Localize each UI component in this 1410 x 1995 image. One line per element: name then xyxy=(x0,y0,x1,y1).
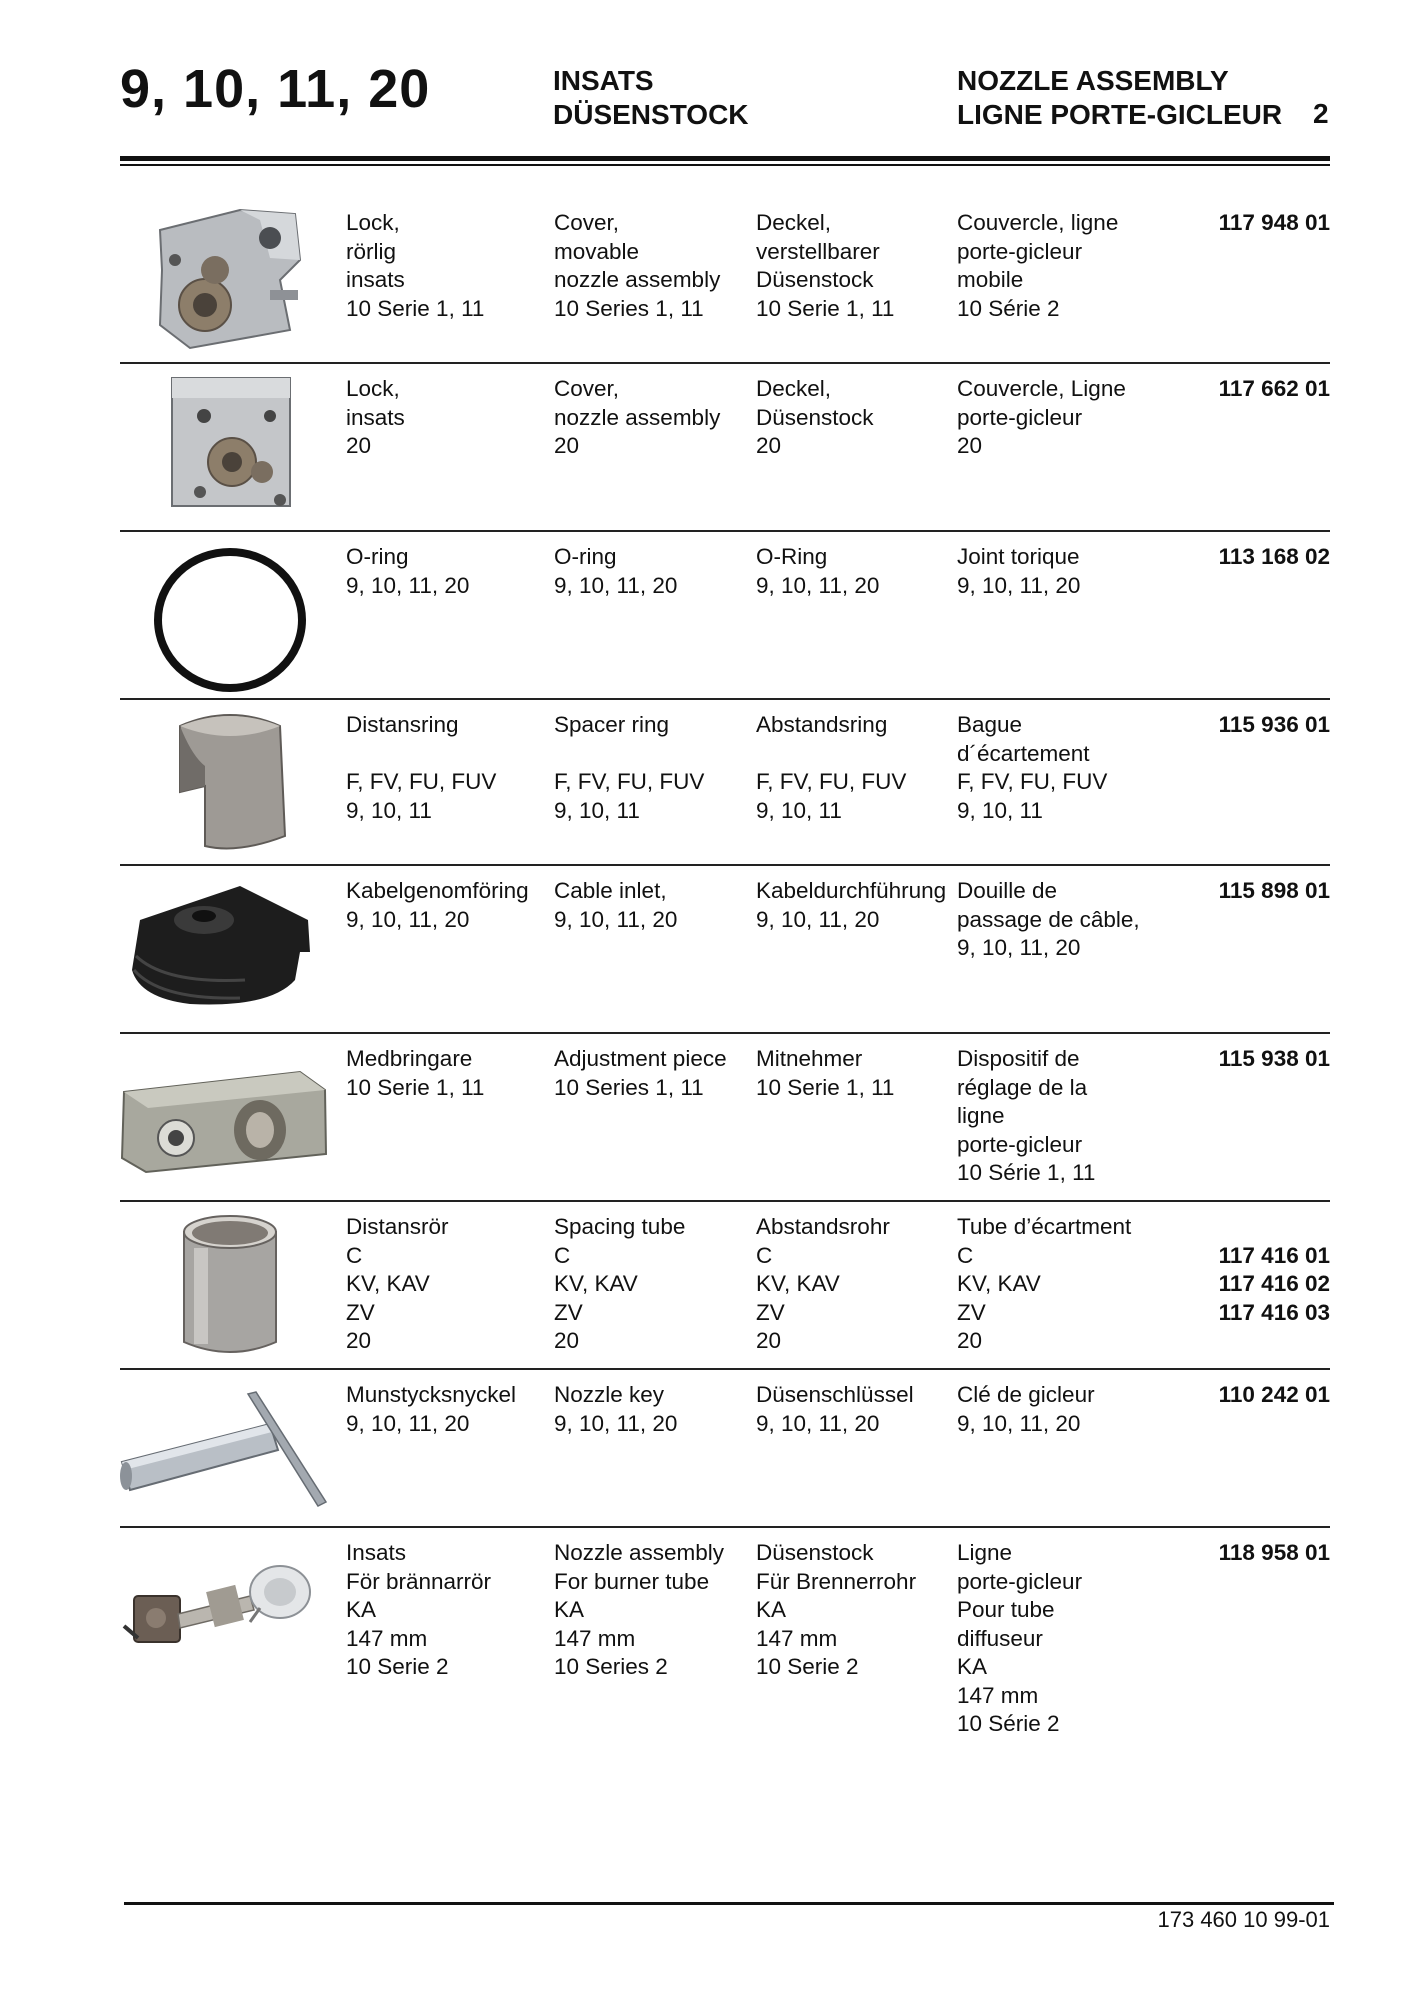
title-fr: LIGNE PORTE-GICLEUR xyxy=(957,99,1283,130)
lock-housing-icon xyxy=(120,200,330,360)
desc-de: Kabeldurchführung 9, 10, 11, 20 xyxy=(756,878,947,932)
desc-de: Mitnehmer 10 Serie 1, 11 xyxy=(756,1046,895,1100)
desc-sv: Distansrör C KV, KAV ZV 20 xyxy=(346,1214,449,1353)
desc-sv: Munstycksnyckel 9, 10, 11, 20 xyxy=(346,1382,517,1436)
row-divider xyxy=(120,864,1330,866)
desc-de: Düsenstock Für Brennerrohr KA 147 mm 10 Serie 2 xyxy=(756,1540,917,1679)
desc-fr: Clé de gicleur 9, 10, 11, 20 xyxy=(957,1382,1095,1436)
desc-de: Abstandsring F, FV, FU, FUV 9, 10, 11 xyxy=(756,712,907,823)
part-number: 110 242 01 xyxy=(1218,1382,1330,1407)
row-divider xyxy=(120,1526,1330,1528)
desc-de: Deckel, Düsenstock 20 xyxy=(756,376,874,458)
footer-rule xyxy=(124,1902,1334,1905)
desc-en: Nozzle key 9, 10, 11, 20 xyxy=(554,1382,678,1436)
row-divider xyxy=(120,530,1330,532)
cable-grommet-icon xyxy=(120,880,330,1020)
desc-fr: Couvercle, ligne porte-gicleur mobile 10 Série 2 xyxy=(957,210,1119,321)
row-divider xyxy=(120,362,1330,364)
desc-fr: Tube d’écartment C KV, KAV ZV 20 xyxy=(957,1214,1132,1353)
page-number: 2 xyxy=(1313,98,1329,129)
part-number: 113 168 02 xyxy=(1218,544,1330,569)
row-divider xyxy=(120,1200,1330,1202)
desc-en: Nozzle assembly For burner tube KA 147 mm 10 Series 2 xyxy=(554,1540,725,1679)
desc-sv: Kabelgenomföring 9, 10, 11, 20 xyxy=(346,878,529,932)
desc-de: O-Ring 9, 10, 11, 20 xyxy=(756,544,880,598)
row-divider xyxy=(120,1032,1330,1034)
row-divider xyxy=(120,698,1330,700)
document-number: 173 460 10 99-01 xyxy=(1157,1907,1330,1932)
desc-sv: Lock, insats 20 xyxy=(346,376,405,458)
spacer-ring-icon xyxy=(120,706,330,856)
desc-sv: Medbringare 10 Serie 1, 11 xyxy=(346,1046,485,1100)
desc-fr: Douille de passage de câble, 9, 10, 11, 20 xyxy=(957,878,1140,960)
desc-en: Spacer ring F, FV, FU, FUV 9, 10, 11 xyxy=(554,712,705,823)
nozzle-key-icon xyxy=(120,1390,330,1510)
desc-fr: Bague d´écartement F, FV, FU, FUV 9, 10, 11 xyxy=(957,712,1108,823)
part-number: 115 936 01 xyxy=(1218,712,1330,737)
desc-sv: Lock, rörlig insats 10 Serie 1, 11 xyxy=(346,210,485,321)
o-ring-icon xyxy=(120,538,330,698)
desc-de: Abstandsrohr C KV, KAV ZV 20 xyxy=(756,1214,890,1353)
desc-fr: Couvercle, Ligne porte-gicleur 20 xyxy=(957,376,1126,458)
desc-de: Düsenschlüssel 9, 10, 11, 20 xyxy=(756,1382,914,1436)
part-number: 118 958 01 xyxy=(1218,1540,1330,1565)
desc-sv: Distansring F, FV, FU, FUV 9, 10, 11 xyxy=(346,712,497,823)
desc-fr: Dispositif de réglage de la ligne porte-gicleur 10 Série 1, 11 xyxy=(957,1046,1096,1185)
part-number: 115 898 01 xyxy=(1218,878,1330,903)
desc-en: Cable inlet, 9, 10, 11, 20 xyxy=(554,878,678,932)
title-en: NOZZLE ASSEMBLY xyxy=(957,65,1229,96)
desc-sv: O-ring 9, 10, 11, 20 xyxy=(346,544,470,598)
desc-en: Cover, movable nozzle assembly 10 Series 1, 11 xyxy=(554,210,721,321)
title-sv: INSATS xyxy=(553,65,654,96)
cover-plate-icon xyxy=(120,372,330,522)
desc-en: Spacing tube C KV, KAV ZV 20 xyxy=(554,1214,686,1353)
desc-en: Cover, nozzle assembly 20 xyxy=(554,376,721,458)
spacing-tube-icon xyxy=(120,1212,330,1364)
desc-de: Deckel, verstellbarer Düsenstock 10 Serie 1, 11 xyxy=(756,210,895,321)
row-divider xyxy=(120,1368,1330,1370)
part-number: 117 416 01 117 416 02 117 416 03 xyxy=(1218,1242,1330,1325)
part-number: 117 662 01 xyxy=(1218,376,1330,401)
nozzle-assembly-icon xyxy=(120,1556,330,1676)
part-number: 117 948 01 xyxy=(1218,210,1330,235)
model-numbers: 9, 10, 11, 20 xyxy=(120,59,431,119)
title-de: DÜSENSTOCK xyxy=(553,99,749,130)
desc-sv: Insats För brännarrör KA 147 mm 10 Serie 2 xyxy=(346,1540,492,1679)
adjustment-piece-icon xyxy=(120,1062,330,1182)
desc-fr: Ligne porte-gicleur Pour tube diffuseur KA 147 mm 10 Série 2 xyxy=(957,1540,1083,1736)
part-number: 115 938 01 xyxy=(1218,1046,1330,1071)
desc-fr: Joint torique 9, 10, 11, 20 xyxy=(957,544,1081,598)
desc-en: O-ring 9, 10, 11, 20 xyxy=(554,544,678,598)
desc-en: Adjustment piece 10 Series 1, 11 xyxy=(554,1046,727,1100)
